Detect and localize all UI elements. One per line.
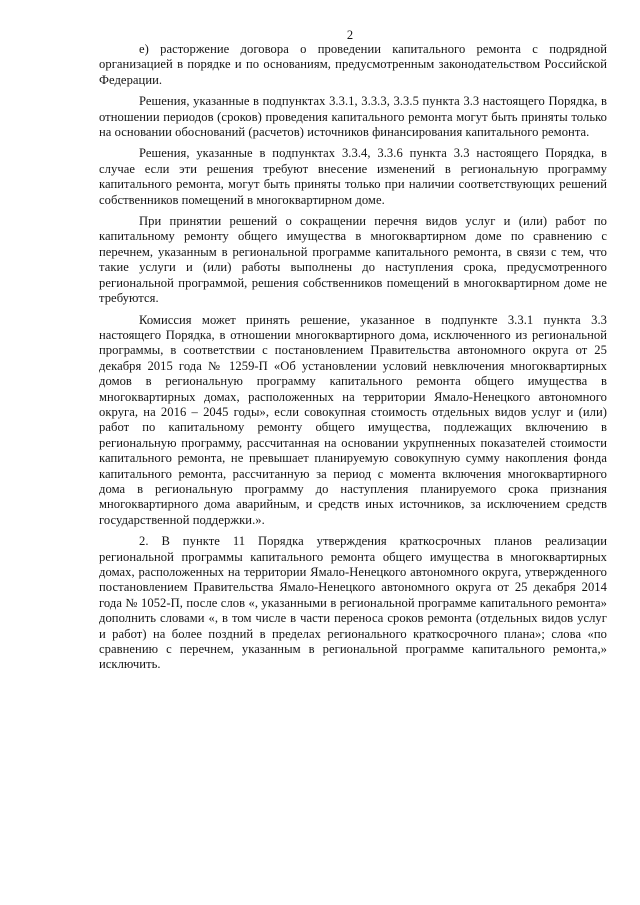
paragraph-contract-termination: е) расторжение договора о проведении капитального ремонта с подрядной организацией в порядке и по основаниям, предусмотренным законодательством Российской Федерации. xyxy=(99,42,607,87)
paragraph-commission-decision: Комиссия может принять решение, указанное в подпункте 3.3.1 пункта 3.3 настоящего Порядка, в отношении многоквартирного дома, исключенного из региональной программы, в соответствии с постановлением Правительства автономного округа от 25 декабря 2015 года № 1259-П «Об установлении условий невключения многоквартирных домов в региональную программу капитального ремонта общего имущества в многоквартирных домах, расположенных на территории Ямало-Ненецкого автономного округа, на 2016 – 2045 годы», если совокупная стоимость отдельных видов услуг и (или) работ по капитальному ремонту общего имущества, подлежащих включению в региональную программу, рассчитанная на основании укрупненных показателей стоимости капитального ремонта, не превышает планируемую совокупную сумму накопления фонда капитального ремонта, рассчитанную за период с момента включения многоквартирного дома в региональную программу до наступления планируемого срока признания многоквартирного дома аварийным, и средств иных источников, за исключением средств государственной поддержки.». xyxy=(99,312,607,527)
paragraph-scope-reduction: При принятии решений о сокращении перечня видов услуг и (или) работ по капитальному ремонту общего имущества в многоквартирном доме по сравнению с перечнем, указанным в региональной программе капитального ремонта, в связи с тем, что такие услуги и (или) работы выполнены до наступления срока, предусмотренного региональной программой, решения собственников помещений в многоквартирном доме не требуются. xyxy=(99,214,607,306)
paragraph-owner-decisions: Решения, указанные в подпунктах 3.3.4, 3.3.6 пункта 3.3 настоящего Порядка, в случае если эти решения требуют внесение изменений в региональную программу капитального ремонта, могут быть приняты только при наличии соответствующих решений собственников помещений в многоквартирном доме. xyxy=(99,146,607,207)
page-number: 2 xyxy=(346,28,354,42)
paragraph-funding-decisions: Решения, указанные в подпунктах 3.3.1, 3.3.3, 3.3.5 пункта 3.3 настоящего Порядка, в отношении периодов (сроков) проведения капитального ремонта могут быть приняты только на основании обоснований (расчетов) источников финансирования капитального ремонта. xyxy=(99,94,607,140)
document-body xyxy=(99,42,607,673)
paragraph-amendment-point-2: 2. В пункте 11 Порядка утверждения краткосрочных планов реализации региональной программы капитального ремонта общего имущества в многоквартирных домах, расположенных на территории Ямало-Ненецкого автономного округа, утвержденного постановлением Правительства Ямало-Ненецкого автономного округа от 25 декабря 2014 года № 1052-П, после слов «, указанными в региональной программе капитального ремонта» дополнить словами «, в том числе в части переноса сроков ремонта (отдельных видов услуг и работ) на более поздний в пределах регионального краткосрочного плана»; слова «по сравнению с перечнем, указанным в региональной программе капитального ремонта,» исключить. xyxy=(99,534,607,672)
